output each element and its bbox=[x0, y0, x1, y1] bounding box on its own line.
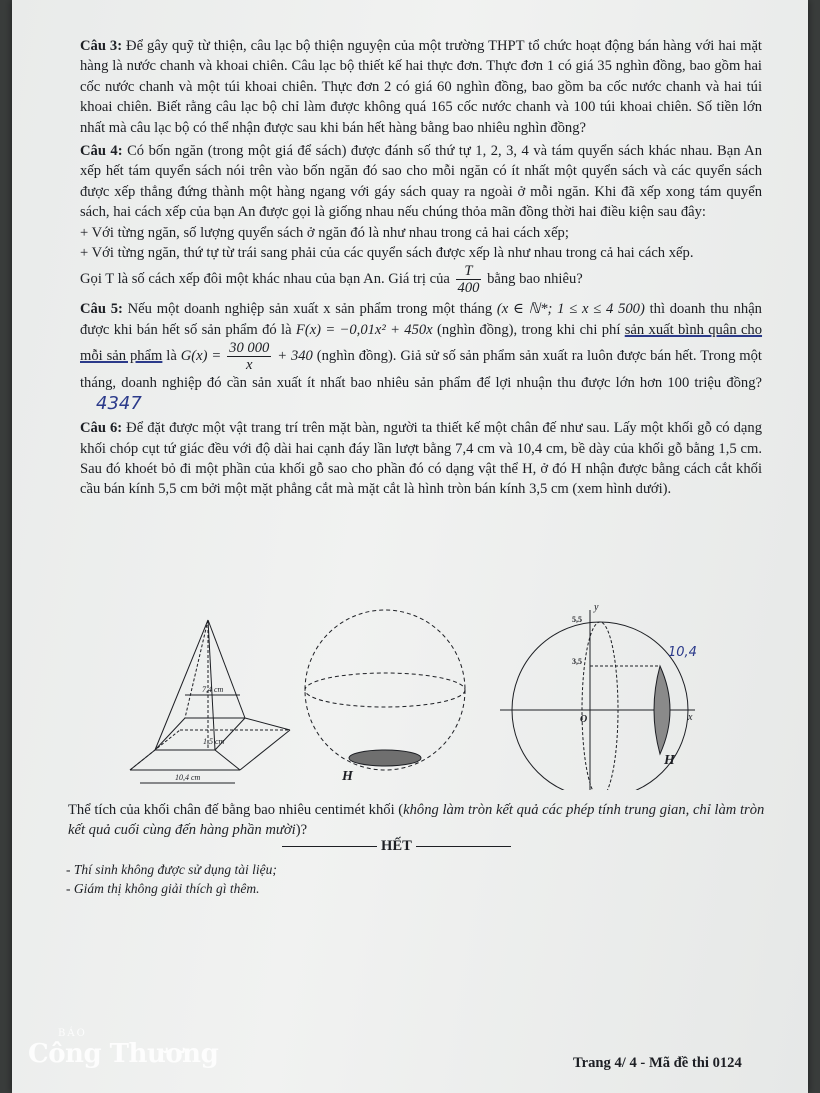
questions-block bbox=[80, 36, 762, 503]
q4-frac-num: T bbox=[456, 263, 482, 280]
q4-text: Có bốn ngăn (trong một giá để sách) được đánh số thứ tự 1, 2, 3, 4 và tám quyển sách khác nhau. Bạn An xếp hết tám quyển sách nói trên vào bốn ngăn đó sao cho mỗi ngăn có ít nhất một quyển sách và các quyển sách được xếp thẳng đứng thành một hàng ngang với gáy sách quay ra ngoài ở mỗi ngăn. Khi đã xếp xong tám quyển sách, hai cách xếp của bạn An được gọi là giống nhau nếu chúng thỏa mãn đồng thời hai điều kiện sau đây: bbox=[80, 143, 762, 221]
label-top-edge: 7,4 cm bbox=[202, 685, 224, 694]
q5-p3: (nghìn đồng), trong khi chi phí bbox=[437, 321, 621, 338]
q6-text: Để đặt được một vật trang trí trên mặt bàn, người ta thiết kế một chân đế như sau. Lấy một khối gỗ có dạng khối chóp cụt tứ giác đều với độ dài hai cạnh đáy lần lượt bằng 7,4 cm và 10,4 cm, bề dày của khối gỗ bằng 1,5 cm. Sau đó khoét bỏ đi một phần của khối gỗ sao cho phần đó có dạng vật thể H, ở đó H nhận được bằng cách cắt khối cầu bán kính 5,5 cm bởi một mặt phẳng cắt mà mặt cắt là hình tròn bán kính 3,5 cm (xem hình dưới). bbox=[80, 420, 762, 498]
y-tick-top: 5,5 bbox=[572, 615, 582, 624]
q4-cond2: + Với từng ngăn, thứ tự từ trái sang phải của các quyển sách được xếp là như nhau trong cả hai cách xếp. bbox=[80, 245, 694, 262]
origin-label: O bbox=[580, 714, 588, 725]
q4-ask-pre: Gọi T là số cách xếp đôi một khác nhau của bạn An. Giá trị của bbox=[80, 271, 450, 288]
question-5 bbox=[80, 299, 762, 415]
page-footer: Trang 4/ 4 - Mã đề thi 0124 bbox=[573, 1055, 742, 1071]
label-bottom-edge: 10,4 cm bbox=[175, 773, 201, 782]
q5-F: F(x) = −0,01x² + 450x bbox=[295, 321, 433, 338]
q5-G-pre: G(x) = bbox=[180, 348, 222, 365]
hand-note-label: 10,4 bbox=[668, 645, 697, 660]
q5-G-post: + 340 bbox=[277, 348, 313, 365]
q5-G-num: 30 000 bbox=[229, 340, 270, 357]
het-line-right bbox=[416, 846, 511, 847]
het-line-left bbox=[282, 846, 377, 847]
q6-ask-italic: không làm tròn kết quả các phép tính trung gian, chỉ làm tròn kết quả cuối cùng đến hàng phần mười bbox=[68, 802, 765, 838]
het-divider bbox=[278, 838, 515, 855]
figures bbox=[120, 600, 720, 790]
right-H-label: H bbox=[664, 753, 675, 768]
sphere-H-label: H bbox=[342, 769, 353, 784]
watermark-logo bbox=[28, 1028, 218, 1069]
q5-p1: Nếu một doanh nghiệp sản xuất x sản phẩm trong một tháng bbox=[127, 301, 493, 318]
q5-p5: (nghìn đồng). Giả sử số sản phẩm sản xuất ra luôn được bán hết. Trong một tháng, doanh nghiệp đó cần sản xuất ít nhất bao nhiêu sản phẩm để lợi nhuận thu được lớn hơn 100 triệu đồng? bbox=[80, 348, 762, 392]
exam-notes bbox=[66, 860, 277, 898]
label-thickness: 1,5 cm bbox=[203, 737, 225, 746]
question-3 bbox=[80, 36, 762, 138]
y-tick-mid: 3,5 bbox=[572, 657, 582, 666]
q5-G-den: x bbox=[245, 357, 253, 374]
q5-G-fraction bbox=[227, 340, 271, 373]
q6-label: Câu 6: bbox=[80, 420, 123, 437]
q4-cond1: + Với từng ngăn, số lượng quyển sách ở ngăn đó là như nhau trong cả hai cách xếp; bbox=[80, 224, 569, 241]
q3-text: Để gây quỹ từ thiện, câu lạc bộ thiện nguyện của một trường THPT tổ chức hoạt động bán hàng với hai mặt hàng là nước chanh và khoai chiên. Câu lạc bộ thiết kế hai thực đơn. Thực đơn 1 có giá 35 nghìn đồng, bao gồm hai cốc nước chanh và một túi khoai chiên. Thực đơn 2 có giá 60 nghìn đồng, bao gồm ba cốc nước chanh và hai túi khoai chiên. Biết rằng câu lạc bộ chỉ làm được không quá 165 cốc nước chanh và 100 túi khoai chiên. Số tiền lớn nhất mà câu lạc bộ có thể nhận được sau khi bán hết hàng bằng bao nhiêu nghìn đồng? bbox=[80, 38, 762, 136]
sphere-figure bbox=[305, 610, 465, 770]
q4-ask-post: bằng bao nhiêu? bbox=[487, 271, 583, 288]
q6-ask-end: )? bbox=[295, 822, 308, 838]
q6-ask-text: Thể tích của khối chân đế bằng bao nhiêu centimét khối ( bbox=[68, 802, 404, 818]
q4-label: Câu 4: bbox=[80, 143, 123, 160]
axis-y-label: y bbox=[594, 602, 599, 613]
q4-frac-den: 400 bbox=[457, 280, 480, 297]
q6-ask bbox=[68, 800, 768, 840]
question-6 bbox=[80, 418, 762, 500]
note-2: - Giám thị không giải thích gì thêm. bbox=[66, 881, 260, 896]
het-text: HẾT bbox=[381, 838, 412, 854]
question-4 bbox=[80, 141, 762, 296]
note-1: - Thí sinh không được sử dụng tài liệu; bbox=[66, 862, 277, 877]
q5-p2: thì doanh thu nhận được khi bán hết số sản phẩm đó là bbox=[80, 301, 762, 338]
q5-underlined: sản xuất bình quân cho mỗi sản phẩm bbox=[80, 321, 763, 365]
q4-fraction bbox=[456, 263, 482, 296]
q5-p4b: là bbox=[166, 348, 177, 365]
frustum-figure bbox=[130, 620, 290, 783]
q5-cond: (x ∈ ℕ*; 1 ≤ x ≤ 4 500) bbox=[496, 301, 645, 318]
watermark-small: BÁO bbox=[58, 1028, 87, 1039]
q5-label: Câu 5: bbox=[80, 301, 123, 318]
q5-handwritten-answer: 4347 bbox=[96, 392, 142, 414]
axis-x-label: x bbox=[688, 712, 693, 723]
q3-label: Câu 3: bbox=[80, 38, 123, 54]
watermark-big: Công Thương bbox=[28, 1039, 219, 1069]
